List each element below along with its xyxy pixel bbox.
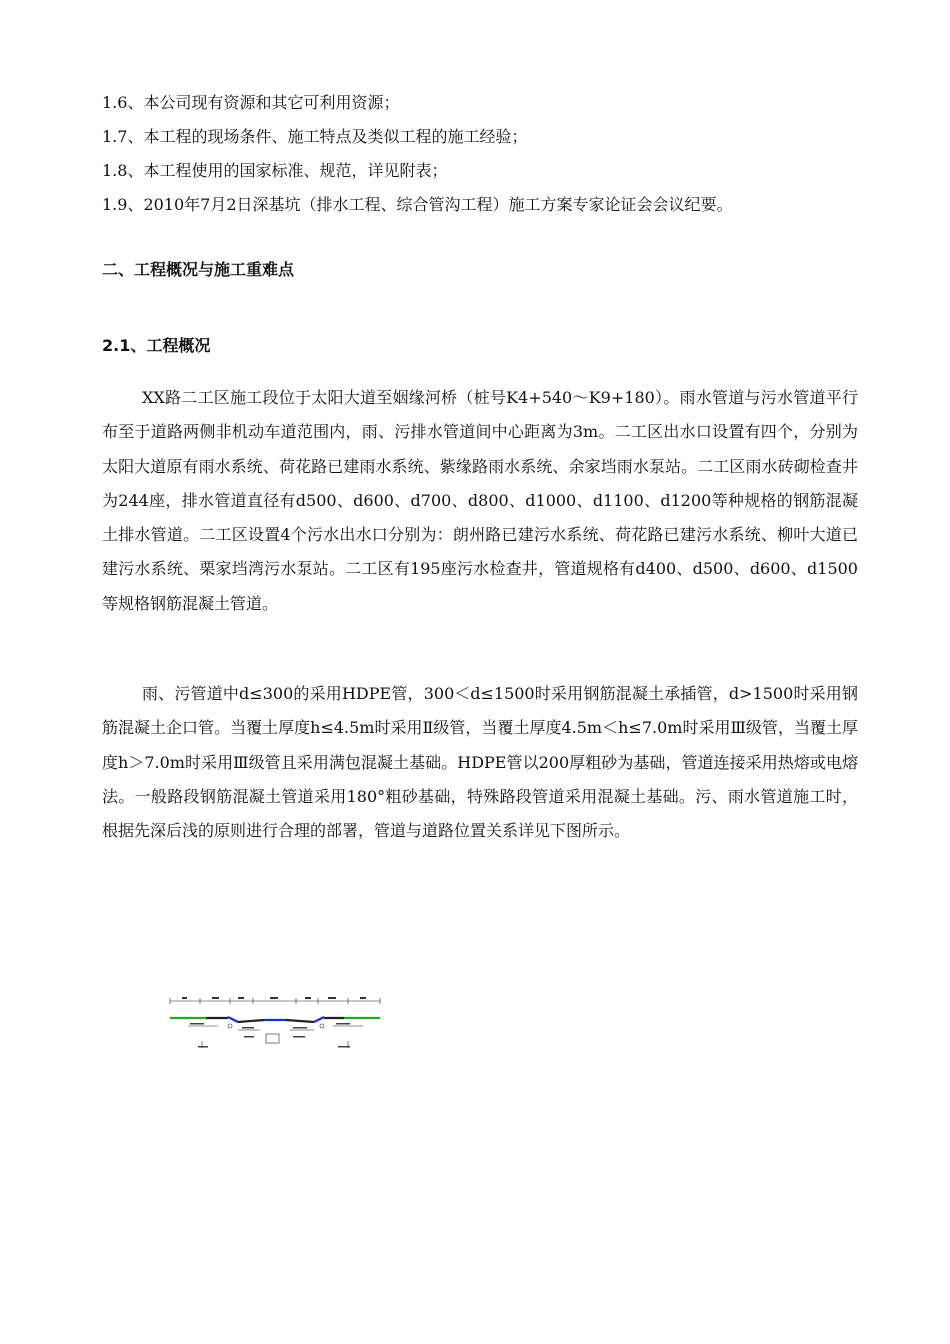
list-item-1-9: 1.9、2010年7月2日深基坑（排水工程、综合管沟工程）施工方案专家论证会会议纪要。 — [102, 195, 733, 214]
pipe-structures — [188, 1024, 363, 1048]
paragraph-overview: XX路二工区施工段位于太阳大道至姻缘河桥（桩号K4+540～K9+180）。雨水管道与污水管道平行布至于道路两侧非机动车道范围内，雨、污排水管道间中心距离为3m。二工区出水口设置有四个，分别为太阳大道原有雨水系统、荷花路已建雨水系统、紫缘路雨水系统、余家垱雨水泵站。二工区雨水砖砌检查井为244座，排水管道直径有d500、d600、d700、d800、d1000、d1100、d1200等种规格的钢筋混凝土排水管道。二工区设置4个污水出水口分别为：朗州路已建污水系统、荷花路已建污水系统、柳叶大道已建污水系统、栗家垱湾污水泵站。二工区有195座污水检查井，管道规格有d400、d500、d600、d1500等规格钢筋混凝土管道。 — [102, 388, 858, 613]
list-item-1-8: 1.8、本工程使用的国家标准、规范，详见附表； — [102, 161, 448, 180]
paragraph-pipe-specs: 雨、污管道中d≤300的采用HDPE管，300＜d≤1500时采用钢筋混凝土承插管，d>1500时采用钢筋混凝土企口管。当覆土厚度h≤4.5m时采用Ⅱ级管，当覆土厚度4.5m＜h≤7.0m时采用Ⅲ级管，当覆土厚度h＞7.0m时采用Ⅲ级管且采用满包混凝土基础。HDPE管以200厚粗砂为基础，管道连接采用热熔或电熔法。一般路段钢筋混凝土管道采用180°粗砂基础，特殊路段管道采用混凝土基础。污、雨水管道施工时，根据先深后浅的原则进行合理的部署，管道与道路位置关系详见下图所示。 — [102, 684, 858, 841]
road-surface — [170, 1017, 380, 1022]
dimension-ticks — [182, 997, 366, 999]
section-heading: 二、工程概况与施工重难点 — [102, 260, 295, 279]
road-cross-section-figure — [168, 996, 383, 1056]
subsection-heading: 2.1、工程概况 — [102, 336, 211, 355]
annotation-marks — [190, 1023, 350, 1048]
list-item-1-6: 1.6、本公司现有资源和其它可利用资源； — [102, 93, 400, 112]
list-item-1-7: 1.7、本工程的现场条件、施工特点及类似工程的施工经验； — [102, 127, 528, 146]
